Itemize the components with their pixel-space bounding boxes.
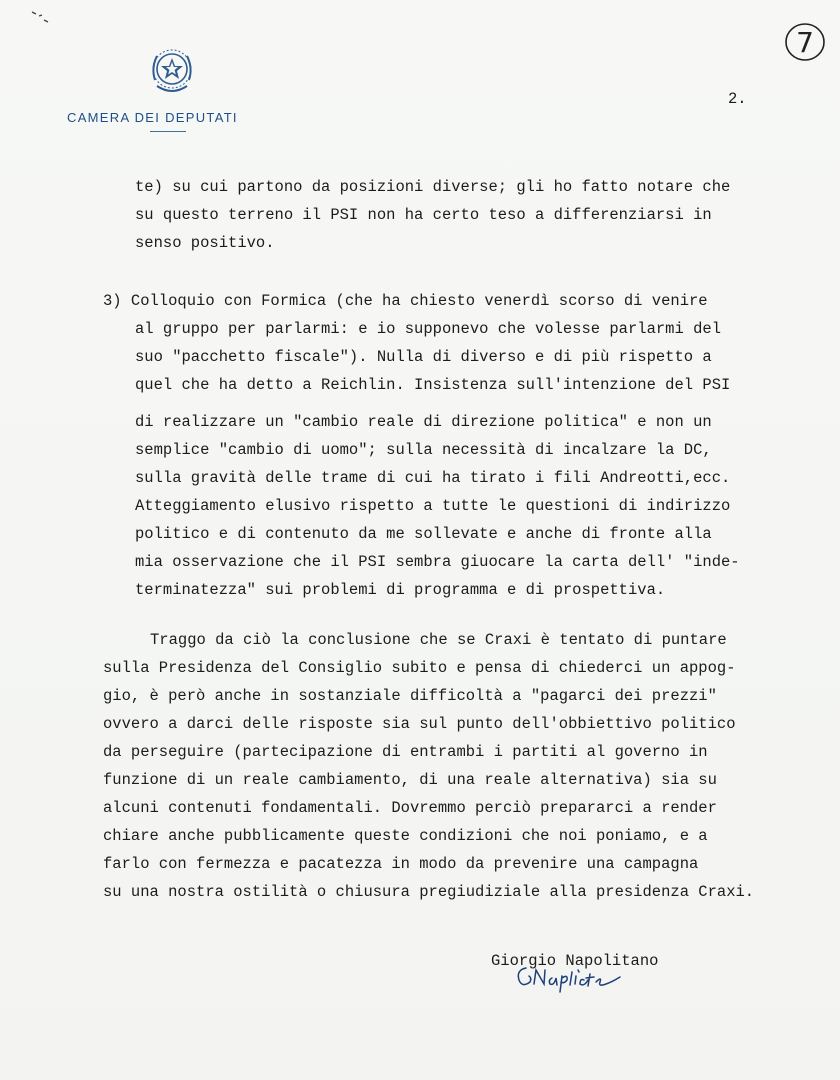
body-line: ovvero a darci delle risposte sia sul punto dell'obbiettivo politico	[103, 715, 736, 733]
body-line: suo "pacchetto fiscale"). Nulla di diverso e di più rispetto a	[135, 348, 712, 366]
italian-republic-emblem-icon	[147, 46, 197, 98]
archive-number-stamp	[782, 20, 828, 66]
body-line: di realizzare un "cambio reale di direzione politica" e non un	[135, 413, 712, 431]
institution-divider	[150, 131, 186, 132]
archive-number: 7	[796, 26, 814, 59]
scan-marks	[30, 8, 60, 28]
body-line: gio, è però anche in sostanziale difficoltà a "pagarci dei prezzi"	[103, 687, 717, 705]
body-line: da perseguire (partecipazione di entrambi i partiti al governo in	[103, 743, 708, 761]
institution-name: CAMERA DEI DEPUTATI	[67, 110, 238, 125]
body-line: su questo terreno il PSI non ha certo teso a differenziarsi in	[135, 206, 712, 224]
body-line: mia osservazione che il PSI sembra giuocare la carta dell' "inde-	[135, 553, 740, 571]
body-line: su una nostra ostilità o chiusura pregiudiziale alla presidenza Craxi.	[103, 883, 755, 901]
signatory-name: Giorgio Napolitano	[491, 952, 659, 970]
body-line: senso positivo.	[135, 234, 275, 252]
body-line: politico e di contenuto da me sollevate e anche di fronte alla	[135, 525, 712, 543]
body-line: farlo con fermezza e pacatezza in modo da prevenire una campagna	[103, 855, 699, 873]
body-line: Atteggiamento elusivo rispetto a tutte le questioni di indirizzo	[135, 497, 731, 515]
body-line: quel che ha detto a Reichlin. Insistenza sull'intenzione del PSI	[135, 376, 731, 394]
body-line: 3) Colloquio con Formica (che ha chiesto venerdì scorso di venire	[103, 292, 708, 310]
page-number: 2.	[728, 90, 747, 108]
body-line: terminatezza" sui problemi di programma e di prospettiva.	[135, 581, 666, 599]
body-line: sulla Presidenza del Consiglio subito e pensa di chiederci un appog-	[103, 659, 736, 677]
body-line: funzione di un reale cambiamento, di una reale alternativa) sia su	[103, 771, 717, 789]
handwritten-signature	[512, 960, 624, 994]
body-line: Traggo da ciò la conclusione che se Craxi è tentato di puntare	[150, 631, 727, 649]
body-line: te) su cui partono da posizioni diverse; gli ho fatto notare che	[135, 178, 731, 196]
body-line: semplice "cambio di uomo"; sulla necessità di incalzare la DC,	[135, 441, 712, 459]
body-line: alcuni contenuti fondamentali. Dovremmo perciò prepararci a render	[103, 799, 717, 817]
body-line: al gruppo per parlarmi: e io supponevo che volesse parlarmi del	[135, 320, 721, 338]
body-line: sulla gravità delle trame di cui ha tirato i fili Andreotti,ecc.	[135, 469, 731, 487]
body-line: chiare anche pubblicamente queste condizioni che noi poniamo, e a	[103, 827, 708, 845]
